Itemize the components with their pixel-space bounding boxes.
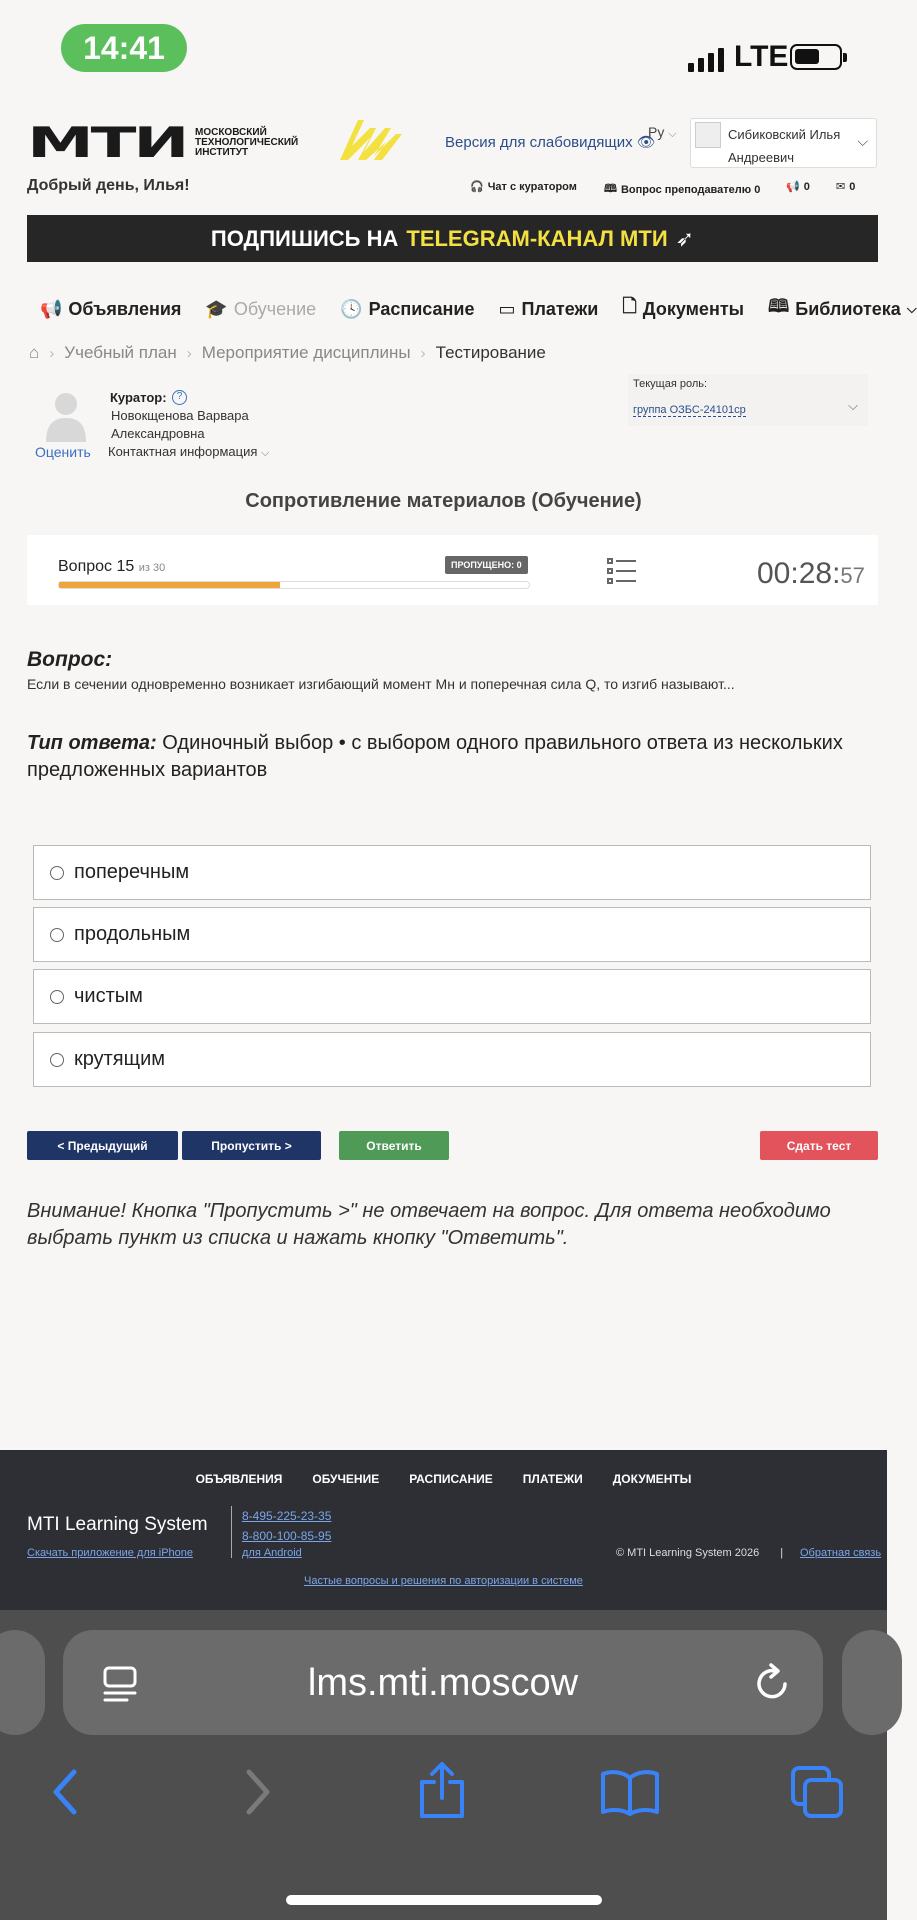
option-label: продольным <box>74 923 191 945</box>
question-list-icon[interactable] <box>607 558 637 584</box>
curator-avatar <box>44 390 88 442</box>
browser-chrome <box>0 1610 887 1920</box>
android-app-link[interactable]: для Android <box>242 1547 302 1559</box>
low-vision-label: Версия для слабовидящих <box>445 134 633 151</box>
footer-link-education[interactable]: ОБУЧЕНИЕ <box>312 1472 380 1486</box>
previous-button[interactable]: < Предыдущий <box>27 1131 178 1160</box>
banner-highlight: TELEGRAM-КАНАЛ МТИ <box>406 225 668 251</box>
telegram-banner[interactable] <box>27 215 878 262</box>
option-label: поперечным <box>74 861 190 883</box>
document-icon: 🗋 <box>622 296 637 316</box>
question-total: из 30 <box>138 562 166 574</box>
submit-test-button[interactable]: Сдать тест <box>760 1131 878 1160</box>
faq-link <box>0 1575 887 1587</box>
role-value: группа ОЗБС-24101ср <box>633 404 746 416</box>
announcements-count: 0 <box>803 180 810 193</box>
radio-button[interactable] <box>50 928 64 942</box>
chevron-down-icon: ⌵ <box>906 301 917 316</box>
breadcrumb-study-plan[interactable]: Учебный план <box>64 343 177 362</box>
footer-separator: | <box>780 1547 784 1559</box>
share-icon[interactable] <box>418 1760 466 1820</box>
curator-name: Новокщенова Варвара Александровна <box>111 408 249 441</box>
previous-tab-preview[interactable] <box>0 1630 45 1735</box>
breadcrumb-separator: › <box>420 344 426 362</box>
question-progress-panel <box>27 535 878 605</box>
nav-label: Обучение <box>233 298 317 319</box>
progress-bar <box>58 581 530 589</box>
back-icon[interactable] <box>50 1768 80 1816</box>
copyright-text: © MTI Learning System 2026 <box>616 1547 760 1559</box>
footer-nav <box>0 1472 887 1486</box>
help-icon[interactable]: ? <box>172 390 187 405</box>
low-vision-link[interactable] <box>445 133 656 151</box>
eye-icon: 👁 <box>636 134 656 151</box>
chevron-down-icon: ⌵ <box>668 128 677 140</box>
home-icon[interactable]: ⌂ <box>29 343 40 362</box>
signal-icon <box>688 48 724 72</box>
breadcrumb-separator: › <box>49 344 55 362</box>
bookmarks-icon[interactable] <box>600 1768 660 1816</box>
book-icon: 🕮 <box>768 296 790 316</box>
main-nav <box>40 294 917 324</box>
feedback-link[interactable]: Обратная связь <box>800 1547 882 1559</box>
role-select[interactable] <box>628 374 868 426</box>
nav-label: Библиотека <box>795 298 901 319</box>
nav-item-education[interactable] <box>205 294 316 324</box>
megaphone-icon: 📢 <box>40 298 63 319</box>
language-select[interactable] <box>648 124 677 141</box>
contact-info-toggle[interactable] <box>108 444 269 460</box>
footer-link-schedule[interactable]: РАСПИСАНИЕ <box>409 1472 493 1486</box>
breadcrumb-testing: Тестирование <box>435 343 546 362</box>
tabs-icon[interactable] <box>790 1765 846 1819</box>
footer-brand: MTI Learning System <box>27 1514 208 1535</box>
rate-curator-link[interactable]: Оценить <box>35 444 91 460</box>
breadcrumb-separator: › <box>186 344 192 362</box>
book-icon: 🕮 <box>604 183 617 195</box>
cursor-icon: ➶ <box>675 225 695 251</box>
chevron-down-icon: ⌵ <box>857 133 868 149</box>
payment-icon: ▭ <box>498 298 516 319</box>
answer-option[interactable] <box>33 845 871 900</box>
nav-item-library[interactable] <box>768 294 917 324</box>
mti-logo[interactable] <box>27 118 325 167</box>
logo-text: МОСКОВСКИЙ ТЕХНОЛОГИЧЕСКИЙ ИНСТИТУТ <box>195 126 299 158</box>
status-time: 14:41 <box>61 24 187 72</box>
url-text: lms.mti.moscow <box>307 1662 579 1704</box>
answer-type-label: Тип ответа: <box>27 732 157 754</box>
chevron-down-icon: ⌵ <box>261 447 270 459</box>
user-menu[interactable] <box>690 118 877 168</box>
option-label: крутящим <box>74 1048 166 1070</box>
graduation-cap-icon: 🎓 <box>205 298 228 319</box>
headset-icon: 🎧 <box>470 181 484 193</box>
iphone-app-link[interactable]: Скачать приложение для iPhone <box>27 1547 194 1559</box>
footer-link-announcements[interactable]: ОБЪЯВЛЕНИЯ <box>195 1472 283 1486</box>
curator-label: Куратор: <box>110 390 167 405</box>
option-label: чистым <box>74 985 143 1007</box>
role-label: Текущая роль: <box>633 378 708 390</box>
reload-icon[interactable] <box>753 1662 793 1704</box>
battery-icon <box>790 44 842 70</box>
breadcrumb <box>29 343 546 363</box>
messages-counter[interactable] <box>836 180 855 193</box>
copyright <box>616 1547 801 1559</box>
chat-curator-link[interactable] <box>470 180 577 193</box>
question-counter <box>58 558 165 576</box>
question-label: Вопрос: <box>27 648 113 671</box>
answer-type-text: Одиночный выбор • с выбором одного правильного ответа из нескольких предложенных вариантов <box>27 732 843 781</box>
teacher-question-link[interactable] <box>604 180 760 199</box>
mail-icon: ✉ <box>836 181 846 193</box>
phone-link-2[interactable]: 8-800-100-85-95 <box>242 1529 332 1543</box>
forward-icon <box>243 1768 273 1816</box>
chevron-down-icon: ⌵ <box>848 398 858 413</box>
page-title: Сопротивление материалов (Обучение) <box>245 490 642 512</box>
nav-item-schedule[interactable] <box>340 294 474 324</box>
language-label: Ру <box>648 124 665 140</box>
nav-item-payments[interactable] <box>498 294 598 324</box>
chat-curator-label: Чат с куратором <box>487 180 577 193</box>
question-text: Если в сечении одновременно возникает изгибающий момент Мн и поперечная сила Q, то изгиб называют... <box>27 676 735 692</box>
timer-main: 00:28: <box>757 557 841 590</box>
footer-divider <box>231 1506 232 1558</box>
progress-fill <box>59 582 280 588</box>
next-tab-preview[interactable] <box>842 1630 902 1735</box>
answer-button[interactable]: Ответить <box>339 1131 449 1160</box>
skip-button[interactable]: Пропустить > <box>182 1131 321 1160</box>
address-bar[interactable] <box>63 1630 823 1735</box>
footer-link-payments[interactable]: ПЛАТЕЖИ <box>522 1472 583 1486</box>
logo-mark: МТИ <box>27 118 187 167</box>
answer-option[interactable] <box>33 969 871 1024</box>
nav-item-documents[interactable] <box>622 294 744 324</box>
logo-bolt-icon <box>330 116 405 160</box>
timer-seconds: 57 <box>840 563 865 588</box>
nav-label: Документы <box>642 298 745 319</box>
phone-link-1[interactable]: 8-495-225-23-35 <box>242 1509 332 1523</box>
answer-option[interactable] <box>33 907 871 962</box>
question-number: Вопрос 15 <box>58 558 135 575</box>
network-label: LTE <box>734 40 789 73</box>
skipped-badge: ПРОПУЩЕНО: 0 <box>445 556 528 574</box>
footer-link-documents[interactable]: ДОКУМЕНТЫ <box>612 1472 692 1486</box>
faq-link-text[interactable]: Частые вопросы и решения по авторизации в системе <box>304 1575 583 1587</box>
banner-prefix: ПОДПИШИСЬ НА <box>210 225 399 251</box>
radio-button[interactable] <box>50 866 64 880</box>
clock-icon: 🕓 <box>340 298 363 319</box>
breadcrumb-discipline-event[interactable]: Мероприятие дисциплины <box>201 343 411 362</box>
messages-count: 0 <box>849 180 856 193</box>
nav-label: Расписание <box>368 298 475 319</box>
skip-warning: Внимание! Кнопка "Пропустить >" не отвечает на вопрос. Для ответа необходимо выбрать пункт из списка и нажать кнопку "Ответить". <box>27 1200 831 1249</box>
nav-label: Платежи <box>521 298 599 319</box>
timer <box>757 557 865 591</box>
answer-type <box>27 730 867 784</box>
radio-button[interactable] <box>50 990 64 1004</box>
avatar <box>695 122 721 148</box>
greeting: Добрый день, Илья! <box>27 177 190 194</box>
teacher-question-label: Вопрос преподавателю 0 <box>620 183 761 196</box>
footer <box>0 1450 887 1610</box>
announcements-counter[interactable] <box>786 180 810 193</box>
nav-item-announcements[interactable] <box>40 294 181 324</box>
user-name: Сибиковский Илья Андреевич <box>728 127 841 165</box>
megaphone-icon: 📢 <box>786 181 800 193</box>
answer-option[interactable] <box>33 1032 871 1087</box>
contact-info-label: Контактная информация <box>108 444 258 459</box>
nav-label: Объявления <box>68 298 182 319</box>
radio-button[interactable] <box>50 1053 64 1067</box>
home-indicator[interactable] <box>286 1895 602 1905</box>
